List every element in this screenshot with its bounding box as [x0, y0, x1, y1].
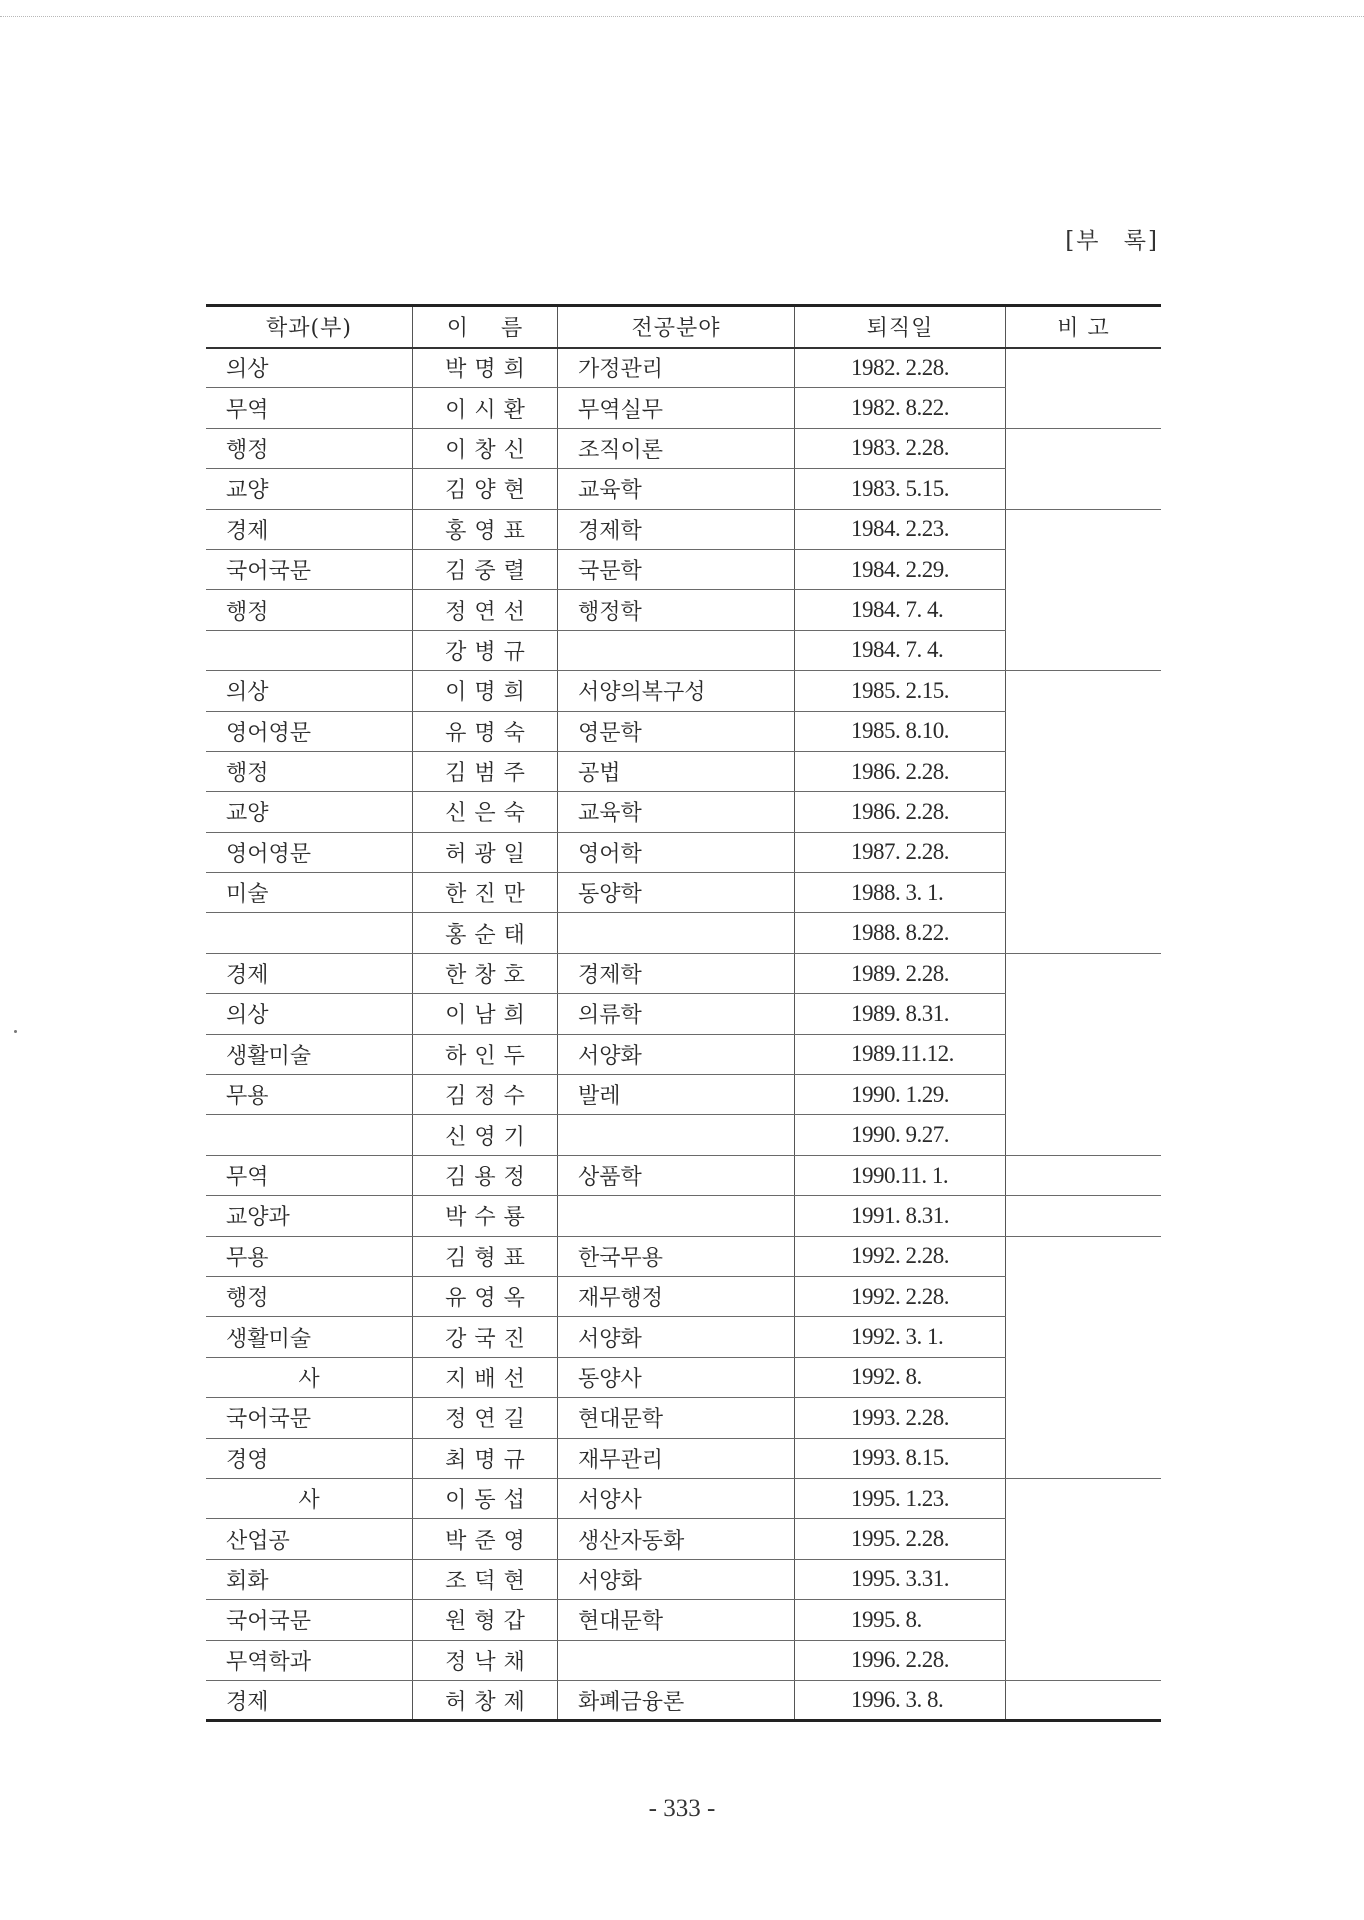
row-field-cell: [558, 1115, 795, 1155]
table-row: [206, 630, 1161, 670]
row-date-cell: 1986. 2.28.: [795, 792, 1006, 832]
row-field-cell: [558, 1196, 795, 1236]
row-dept-cell: 사: [206, 1478, 413, 1518]
row-field-cell: 동양사: [558, 1357, 795, 1397]
row-field-cell: 경제학: [558, 953, 795, 993]
row-name-cell: 박수룡: [413, 1196, 558, 1236]
table-row: [206, 1519, 1161, 1559]
row-note-cell: [1006, 711, 1162, 751]
row-note-cell: [1006, 509, 1162, 549]
table-row: [206, 1276, 1161, 1316]
row-date-cell: 1995. 2.28.: [795, 1519, 1006, 1559]
row-name-cell: 김형표: [413, 1236, 558, 1276]
row-field-cell: 동양학: [558, 873, 795, 913]
row-dept-cell: 행정: [206, 428, 413, 468]
row-date-cell: 1984. 2.29.: [795, 549, 1006, 589]
row-field-cell: 국문학: [558, 549, 795, 589]
row-dept-cell: 무역: [206, 388, 413, 428]
row-name-cell: 허창제: [413, 1680, 558, 1720]
row-date-cell: 1989. 8.31.: [795, 994, 1006, 1034]
row-name-cell: 김양현: [413, 469, 558, 509]
table-row: [206, 1034, 1161, 1074]
row-name-cell: 신영기: [413, 1115, 558, 1155]
row-dept-cell: 의상: [206, 994, 413, 1034]
row-field-cell: 서양화: [558, 1559, 795, 1599]
row-note-cell: [1006, 1478, 1162, 1518]
row-name-cell: 이명희: [413, 671, 558, 711]
table-row: [206, 1155, 1161, 1195]
row-date-cell: 1982. 8.22.: [795, 388, 1006, 428]
row-name-cell: 김범주: [413, 751, 558, 791]
table-row: [206, 348, 1161, 388]
row-date-cell: 1984. 7. 4.: [795, 630, 1006, 670]
row-dept-cell: 무역: [206, 1155, 413, 1195]
row-note-cell: [1006, 671, 1162, 711]
row-name-cell: 홍순태: [413, 913, 558, 953]
row-date-cell: 1982. 2.28.: [795, 348, 1006, 388]
row-name-cell: 이창신: [413, 428, 558, 468]
row-field-cell: [558, 1640, 795, 1680]
row-field-cell: 서양화: [558, 1317, 795, 1357]
row-name-cell: 원형갑: [413, 1600, 558, 1640]
page-number: - 333 -: [648, 1795, 716, 1822]
row-name-cell: 김용정: [413, 1155, 558, 1195]
table-row: [206, 1600, 1161, 1640]
row-dept-cell: 생활미술: [206, 1034, 413, 1074]
row-dept-cell: [206, 913, 413, 953]
row-note-cell: [1006, 1034, 1162, 1074]
row-date-cell: 1993. 8.15.: [795, 1438, 1006, 1478]
row-note-cell: [1006, 751, 1162, 791]
row-date-cell: 1995. 3.31.: [795, 1559, 1006, 1599]
table-row: [206, 873, 1161, 913]
row-note-cell: [1006, 469, 1162, 509]
table-row: [206, 671, 1161, 711]
row-name-cell: 이동섭: [413, 1478, 558, 1518]
row-note-cell: [1006, 953, 1162, 993]
row-date-cell: 1983. 5.15.: [795, 469, 1006, 509]
header-dept: 학과(부): [206, 306, 413, 348]
row-field-cell: 의류학: [558, 994, 795, 1034]
row-field-cell: 조직이론: [558, 428, 795, 468]
row-note-cell: [1006, 1600, 1162, 1640]
table-row: [206, 913, 1161, 953]
row-dept-cell: 경제: [206, 1680, 413, 1720]
row-note-cell: [1006, 1075, 1162, 1115]
row-date-cell: 1986. 2.28.: [795, 751, 1006, 791]
row-date-cell: 1990. 1.29.: [795, 1075, 1006, 1115]
row-note-cell: [1006, 388, 1162, 428]
row-name-cell: 조덕현: [413, 1559, 558, 1599]
row-dept-cell: 경영: [206, 1438, 413, 1478]
row-date-cell: 1990. 9.27.: [795, 1115, 1006, 1155]
section-tag: [부 록]: [1065, 228, 1159, 254]
row-field-cell: 현대문학: [558, 1398, 795, 1438]
retirement-table-container: [206, 304, 1161, 1722]
table-row: [206, 751, 1161, 791]
table-row: [206, 469, 1161, 509]
row-field-cell: 경제학: [558, 509, 795, 549]
row-name-cell: 김중렬: [413, 549, 558, 589]
row-field-cell: 행정학: [558, 590, 795, 630]
row-dept-cell: 미술: [206, 873, 413, 913]
row-date-cell: 1992. 2.28.: [795, 1276, 1006, 1316]
row-note-cell: [1006, 549, 1162, 589]
table-row: [206, 549, 1161, 589]
row-dept-cell: 경제: [206, 509, 413, 549]
row-name-cell: 지배선: [413, 1357, 558, 1397]
row-dept-cell: 교양과: [206, 1196, 413, 1236]
row-note-cell: [1006, 1640, 1162, 1680]
row-name-cell: 하인두: [413, 1034, 558, 1074]
row-note-cell: [1006, 1276, 1162, 1316]
row-name-cell: 정낙채: [413, 1640, 558, 1680]
table-row: [206, 1398, 1161, 1438]
row-date-cell: 1985. 2.15.: [795, 671, 1006, 711]
table-row: [206, 953, 1161, 993]
header-date: 퇴직일: [795, 306, 1006, 348]
row-field-cell: [558, 630, 795, 670]
row-name-cell: 최명규: [413, 1438, 558, 1478]
row-dept-cell: 국어국문: [206, 1398, 413, 1438]
table-row: [206, 1438, 1161, 1478]
table-body: [206, 348, 1161, 1721]
row-date-cell: 1983. 2.28.: [795, 428, 1006, 468]
row-field-cell: 가정관리: [558, 348, 795, 388]
table-row: [206, 711, 1161, 751]
row-dept-cell: 산업공: [206, 1519, 413, 1559]
row-note-cell: [1006, 630, 1162, 670]
row-dept-cell: 국어국문: [206, 549, 413, 589]
row-note-cell: [1006, 590, 1162, 630]
row-note-cell: [1006, 1317, 1162, 1357]
table-row: [206, 1640, 1161, 1680]
row-dept-cell: 회화: [206, 1559, 413, 1599]
row-name-cell: 한진만: [413, 873, 558, 913]
row-note-cell: [1006, 832, 1162, 872]
row-dept-cell: 의상: [206, 671, 413, 711]
row-dept-cell: 행정: [206, 1276, 413, 1316]
row-date-cell: 1990.11. 1.: [795, 1155, 1006, 1195]
table-header-row: [206, 306, 1161, 348]
row-dept-cell: 무역학과: [206, 1640, 413, 1680]
row-name-cell: 정연길: [413, 1398, 558, 1438]
top-dotted-rule: [0, 16, 1364, 17]
table-row: [206, 1680, 1161, 1720]
row-dept-cell: 교양: [206, 469, 413, 509]
row-name-cell: 유명숙: [413, 711, 558, 751]
row-name-cell: 박명희: [413, 348, 558, 388]
row-note-cell: [1006, 428, 1162, 468]
row-date-cell: 1987. 2.28.: [795, 832, 1006, 872]
row-date-cell: 1992. 2.28.: [795, 1236, 1006, 1276]
row-name-cell: 박준영: [413, 1519, 558, 1559]
row-field-cell: 공법: [558, 751, 795, 791]
row-field-cell: 서양사: [558, 1478, 795, 1518]
row-name-cell: 신은숙: [413, 792, 558, 832]
row-field-cell: 영어학: [558, 832, 795, 872]
table-row: [206, 428, 1161, 468]
row-note-cell: [1006, 1519, 1162, 1559]
row-note-cell: [1006, 1357, 1162, 1397]
header-field: 전공분야: [558, 306, 795, 348]
row-date-cell: 1991. 8.31.: [795, 1196, 1006, 1236]
header-name: 이 름: [413, 306, 558, 348]
table-row: [206, 1236, 1161, 1276]
header-note: 비 고: [1006, 306, 1162, 348]
row-note-cell: [1006, 994, 1162, 1034]
row-name-cell: 김정수: [413, 1075, 558, 1115]
row-dept-cell: 행정: [206, 751, 413, 791]
row-date-cell: 1995. 1.23.: [795, 1478, 1006, 1518]
row-dept-cell: 무용: [206, 1236, 413, 1276]
row-date-cell: 1988. 3. 1.: [795, 873, 1006, 913]
row-field-cell: 상품학: [558, 1155, 795, 1195]
row-field-cell: 무역실무: [558, 388, 795, 428]
row-field-cell: 재무관리: [558, 1438, 795, 1478]
row-note-cell: [1006, 348, 1162, 388]
table-row: [206, 1559, 1161, 1599]
row-date-cell: 1984. 2.23.: [795, 509, 1006, 549]
row-dept-cell: 영어영문: [206, 711, 413, 751]
row-date-cell: 1989. 2.28.: [795, 953, 1006, 993]
row-dept-cell: 교양: [206, 792, 413, 832]
row-field-cell: [558, 913, 795, 953]
row-name-cell: 이남희: [413, 994, 558, 1034]
row-date-cell: 1988. 8.22.: [795, 913, 1006, 953]
row-field-cell: 현대문학: [558, 1600, 795, 1640]
row-field-cell: 발레: [558, 1075, 795, 1115]
table-row: [206, 994, 1161, 1034]
row-note-cell: [1006, 1438, 1162, 1478]
row-name-cell: 허광일: [413, 832, 558, 872]
row-field-cell: 화폐금융론: [558, 1680, 795, 1720]
table-row: [206, 832, 1161, 872]
row-name-cell: 이시환: [413, 388, 558, 428]
row-note-cell: [1006, 1559, 1162, 1599]
row-date-cell: 1992. 3. 1.: [795, 1317, 1006, 1357]
row-date-cell: 1992. 8.: [795, 1357, 1006, 1397]
row-date-cell: 1985. 8.10.: [795, 711, 1006, 751]
row-date-cell: 1984. 7. 4.: [795, 590, 1006, 630]
row-dept-cell: 의상: [206, 348, 413, 388]
row-note-cell: [1006, 1115, 1162, 1155]
row-note-cell: [1006, 913, 1162, 953]
row-field-cell: 한국무용: [558, 1236, 795, 1276]
row-date-cell: 1995. 8.: [795, 1600, 1006, 1640]
row-dept-cell: 무용: [206, 1075, 413, 1115]
row-field-cell: 재무행정: [558, 1276, 795, 1316]
row-name-cell: 강국진: [413, 1317, 558, 1357]
row-note-cell: [1006, 1155, 1162, 1195]
row-note-cell: [1006, 1398, 1162, 1438]
row-dept-cell: 생활미술: [206, 1317, 413, 1357]
row-dept-cell: [206, 1115, 413, 1155]
table-row: [206, 1317, 1161, 1357]
row-name-cell: 유영옥: [413, 1276, 558, 1316]
row-dept-cell: 국어국문: [206, 1600, 413, 1640]
row-dept-cell: [206, 630, 413, 670]
row-field-cell: 서양의복구성: [558, 671, 795, 711]
table-row: [206, 590, 1161, 630]
row-name-cell: 한창호: [413, 953, 558, 993]
row-field-cell: 영문학: [558, 711, 795, 751]
row-dept-cell: 영어영문: [206, 832, 413, 872]
table-row: [206, 1478, 1161, 1518]
row-field-cell: 교육학: [558, 792, 795, 832]
row-date-cell: 1996. 3. 8.: [795, 1680, 1006, 1720]
row-note-cell: [1006, 1196, 1162, 1236]
row-field-cell: 생산자동화: [558, 1519, 795, 1559]
row-field-cell: 서양화: [558, 1034, 795, 1074]
row-name-cell: 정연선: [413, 590, 558, 630]
table-row: [206, 1357, 1161, 1397]
table-row: [206, 792, 1161, 832]
row-dept-cell: 행정: [206, 590, 413, 630]
row-name-cell: 강병규: [413, 630, 558, 670]
scan-speck: [14, 1030, 17, 1033]
row-field-cell: 교육학: [558, 469, 795, 509]
table-row: [206, 1115, 1161, 1155]
row-date-cell: 1989.11.12.: [795, 1034, 1006, 1074]
row-date-cell: 1993. 2.28.: [795, 1398, 1006, 1438]
table-row: [206, 388, 1161, 428]
row-date-cell: 1996. 2.28.: [795, 1640, 1006, 1680]
row-name-cell: 홍영표: [413, 509, 558, 549]
row-dept-cell: 경제: [206, 953, 413, 993]
row-dept-cell: 사: [206, 1357, 413, 1397]
row-note-cell: [1006, 792, 1162, 832]
table-row: [206, 1196, 1161, 1236]
table-row: [206, 1075, 1161, 1115]
table-row: [206, 509, 1161, 549]
retirement-table: [206, 304, 1161, 1722]
row-note-cell: [1006, 873, 1162, 913]
row-note-cell: [1006, 1236, 1162, 1276]
row-note-cell: [1006, 1680, 1162, 1720]
